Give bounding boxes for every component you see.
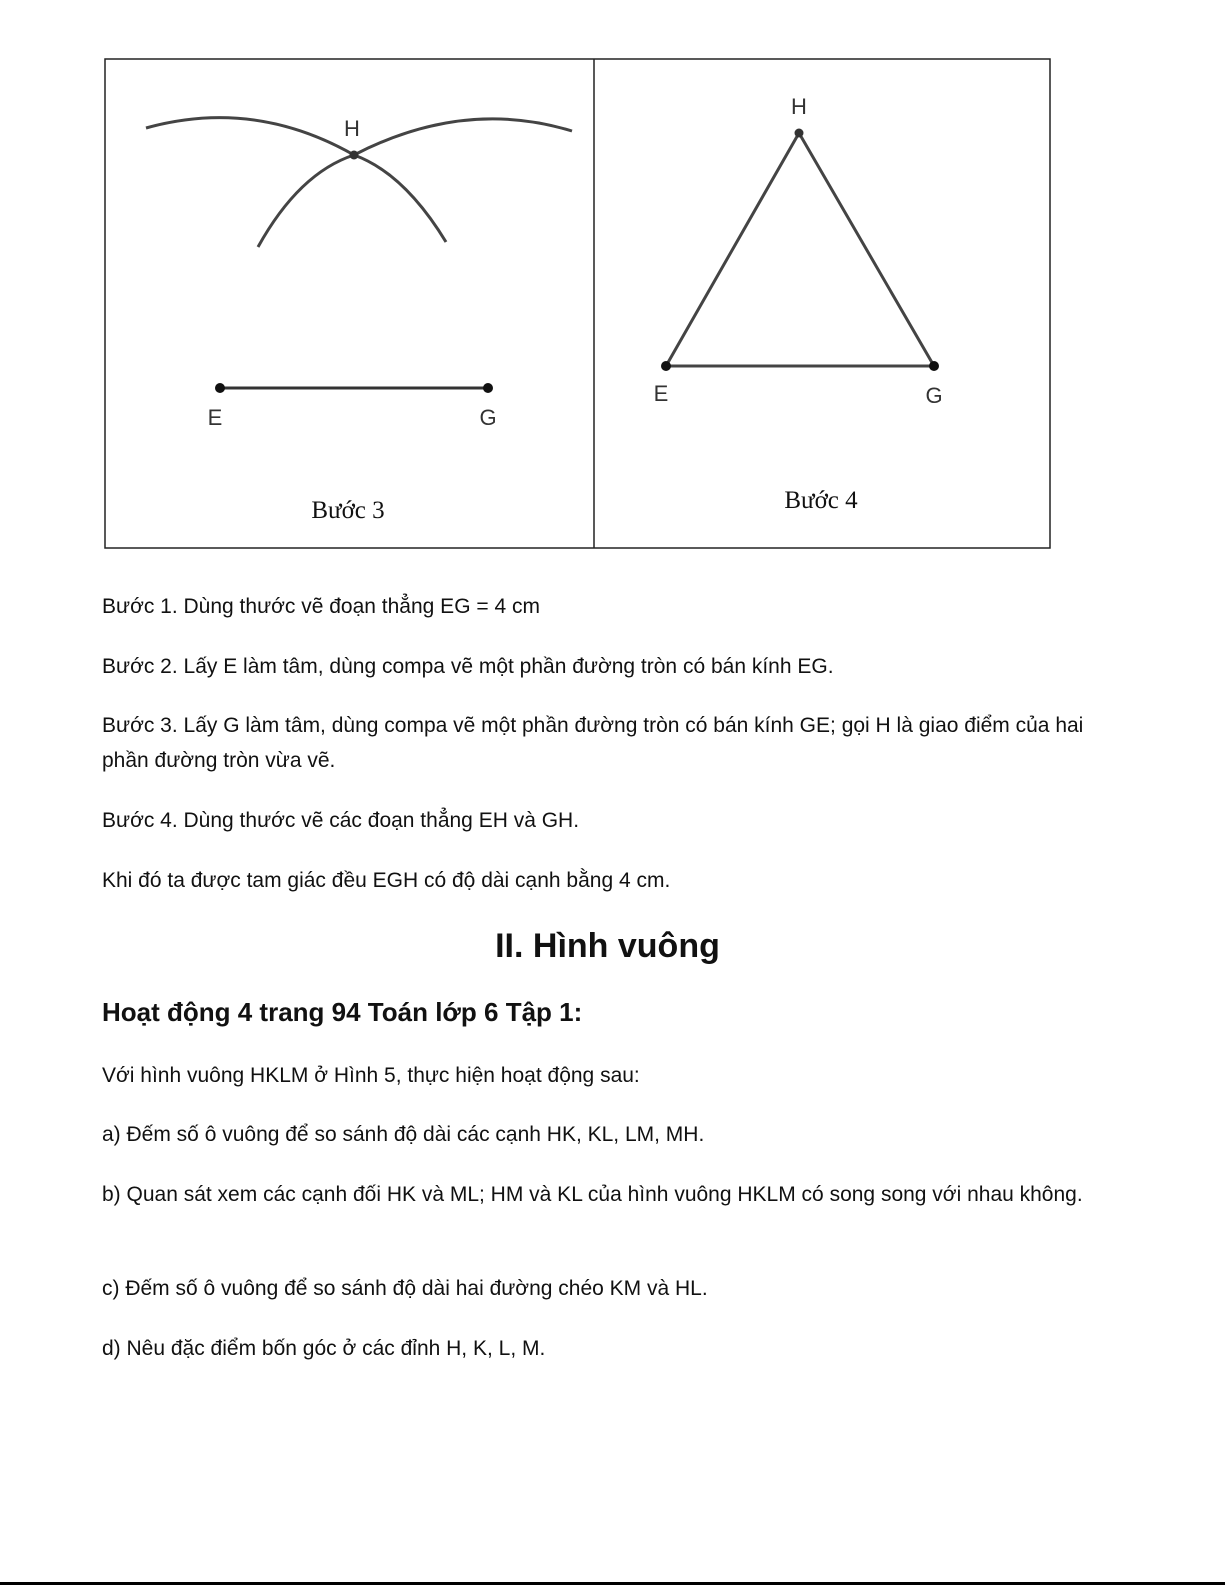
label-e-step4: E (653, 381, 669, 406)
point-h-step3 (350, 151, 359, 160)
construction-figure (104, 58, 1051, 549)
caption-step4: Bước 4 (784, 487, 858, 514)
conclusion-text: Khi đó ta được tam giác đều EGH có độ dài cạnh bằng 4 cm. (102, 869, 671, 892)
activity-item-a: a) Đếm số ô vuông để so sánh độ dài các cạnh HK, KL, LM, MH. (102, 1123, 705, 1146)
label-e-step3: E (207, 405, 223, 430)
label-g-step4: G (925, 383, 943, 408)
arc-bottom (258, 155, 446, 247)
point-g-step3 (483, 383, 493, 393)
label-g-step3: G (479, 405, 497, 430)
activity-item-c: c) Đếm số ô vuông để so sánh độ dài hai đường chéo KM và HL. (102, 1277, 708, 1300)
triangle-egh (666, 133, 934, 366)
label-h-step3: H (344, 116, 360, 141)
step-3-text: Bước 3. Lấy G làm tâm, dùng compa vẽ một phần đường tròn có bán kính GE; gọi H là giao điểm của hai phần đường tròn vừa vẽ. (102, 714, 1084, 772)
step-4-text: Bước 4. Dùng thước vẽ các đoạn thẳng EH và GH. (102, 809, 580, 832)
step3-panel (146, 116, 572, 524)
activity-intro: Với hình vuông HKLM ở Hình 5, thực hiện hoạt động sau: (102, 1064, 640, 1087)
section-title: II. Hình vuông (495, 927, 720, 965)
step-1-text: Bước 1. Dùng thước vẽ đoạn thẳng EG = 4 cm (102, 595, 540, 618)
step4-panel (654, 94, 943, 514)
construction-diagram (104, 58, 1051, 549)
figure-frame (105, 59, 1050, 548)
point-g-step4 (929, 361, 939, 371)
activity-title: Hoạt động 4 trang 94 Toán lớp 6 Tập 1: (102, 997, 583, 1027)
caption-step3: Bước 3 (311, 497, 385, 524)
point-h-step4 (795, 129, 804, 138)
activity-item-d: d) Nêu đặc điểm bốn góc ở các đỉnh H, K, L, M. (102, 1337, 546, 1360)
step-2-text: Bước 2. Lấy E làm tâm, dùng compa vẽ một phần đường tròn có bán kính EG. (102, 655, 834, 678)
point-e-step4 (661, 361, 671, 371)
label-h-step4: H (791, 94, 807, 119)
point-e-step3 (215, 383, 225, 393)
activity-item-b: b) Quan sát xem các cạnh đối HK và ML; HM và KL của hình vuông HKLM có song song với nhau không. (102, 1183, 1083, 1206)
